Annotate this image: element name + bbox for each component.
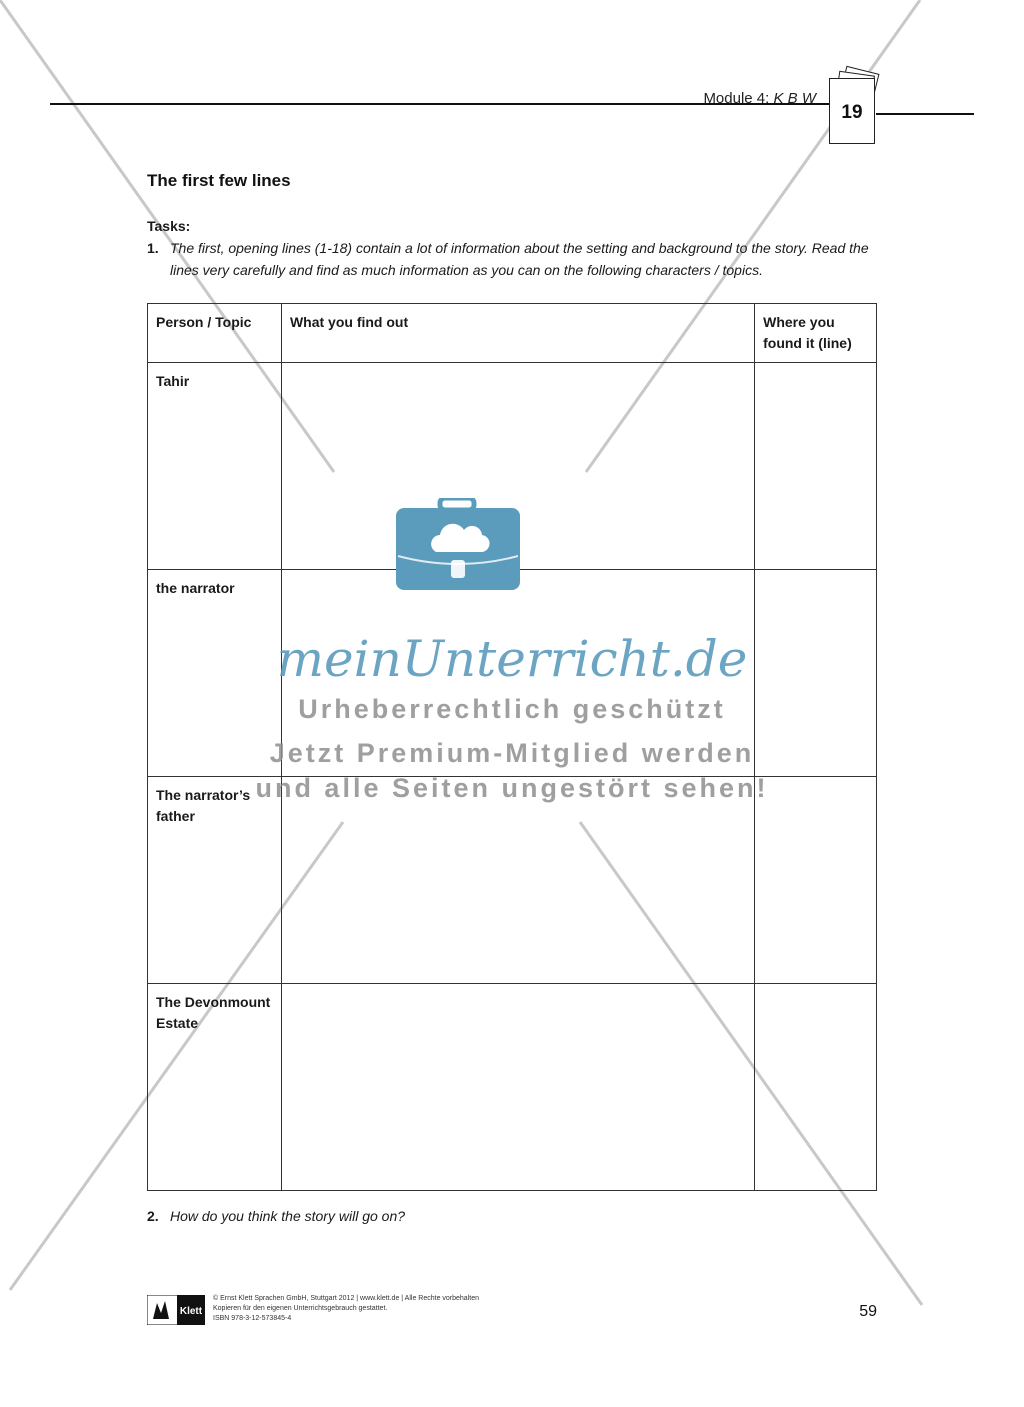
watermark-copyright: Urheberrechtlich geschützt — [298, 694, 726, 724]
answer-cell-findings[interactable] — [281, 984, 754, 1191]
answer-cell-line[interactable] — [755, 363, 877, 570]
column-header-what-you-find-out: What you find out — [281, 304, 754, 363]
worksheet-number: 19 — [841, 102, 863, 123]
answer-cell-findings[interactable] — [281, 777, 754, 984]
tasks-label: Tasks: — [147, 218, 191, 234]
row-label-devonmount-estate: The Devonmount Estate — [148, 984, 282, 1191]
module-label: Module 4: K B W — [703, 90, 816, 107]
answer-cell-line[interactable] — [755, 984, 877, 1191]
watermark-brand: meinUnterricht.de — [276, 630, 748, 688]
column-header-person-topic: Person / Topic — [148, 304, 282, 363]
table-header-row — [148, 304, 877, 363]
briefcase-cloud-icon — [396, 498, 520, 590]
worksheet-number-badge — [829, 78, 875, 144]
svg-text:Klett: Klett — [179, 1306, 203, 1317]
row-label-tahir: Tahir — [148, 363, 282, 570]
row-label-narrator: the narrator — [148, 570, 282, 777]
row-label-narrators-father: The narrator’s father — [148, 777, 282, 984]
task-text: How do you think the story will go on? — [170, 1208, 406, 1224]
column-header-where-found: Where you found it (line) — [755, 304, 877, 363]
watermark-premium: Jetzt Premium-Mitglied werden — [269, 738, 755, 768]
worksheet-title: The first few lines — [147, 171, 291, 190]
task-2 — [147, 1205, 877, 1227]
answer-cell-line[interactable] — [755, 777, 877, 984]
task-1 — [147, 237, 877, 281]
task-text: The first, opening lines (1-18) contain a lot of information about the setting and background to the story. Read the lines very carefully and find as much information as you can on the following characters / topics. — [170, 240, 869, 278]
header-rule-right — [876, 113, 974, 115]
table-row — [148, 777, 877, 984]
task-number: 1. — [147, 240, 159, 256]
task-number: 2. — [147, 1208, 159, 1224]
watermark-view-pages: und alle Seiten ungestört sehen! — [255, 773, 769, 803]
table-row — [148, 984, 877, 1191]
klett-logo — [147, 1295, 205, 1325]
page-number: 59 — [859, 1303, 877, 1320]
footer-copyright: © Ernst Klett Sprachen GmbH, Stuttgart 2012 | www.klett.de | Alle Rechte vorbehalten Kopieren für den eigenen Unterrichtsgebrauch gestattet. ISBN 978-3-12-573845-4 — [213, 1295, 479, 1322]
